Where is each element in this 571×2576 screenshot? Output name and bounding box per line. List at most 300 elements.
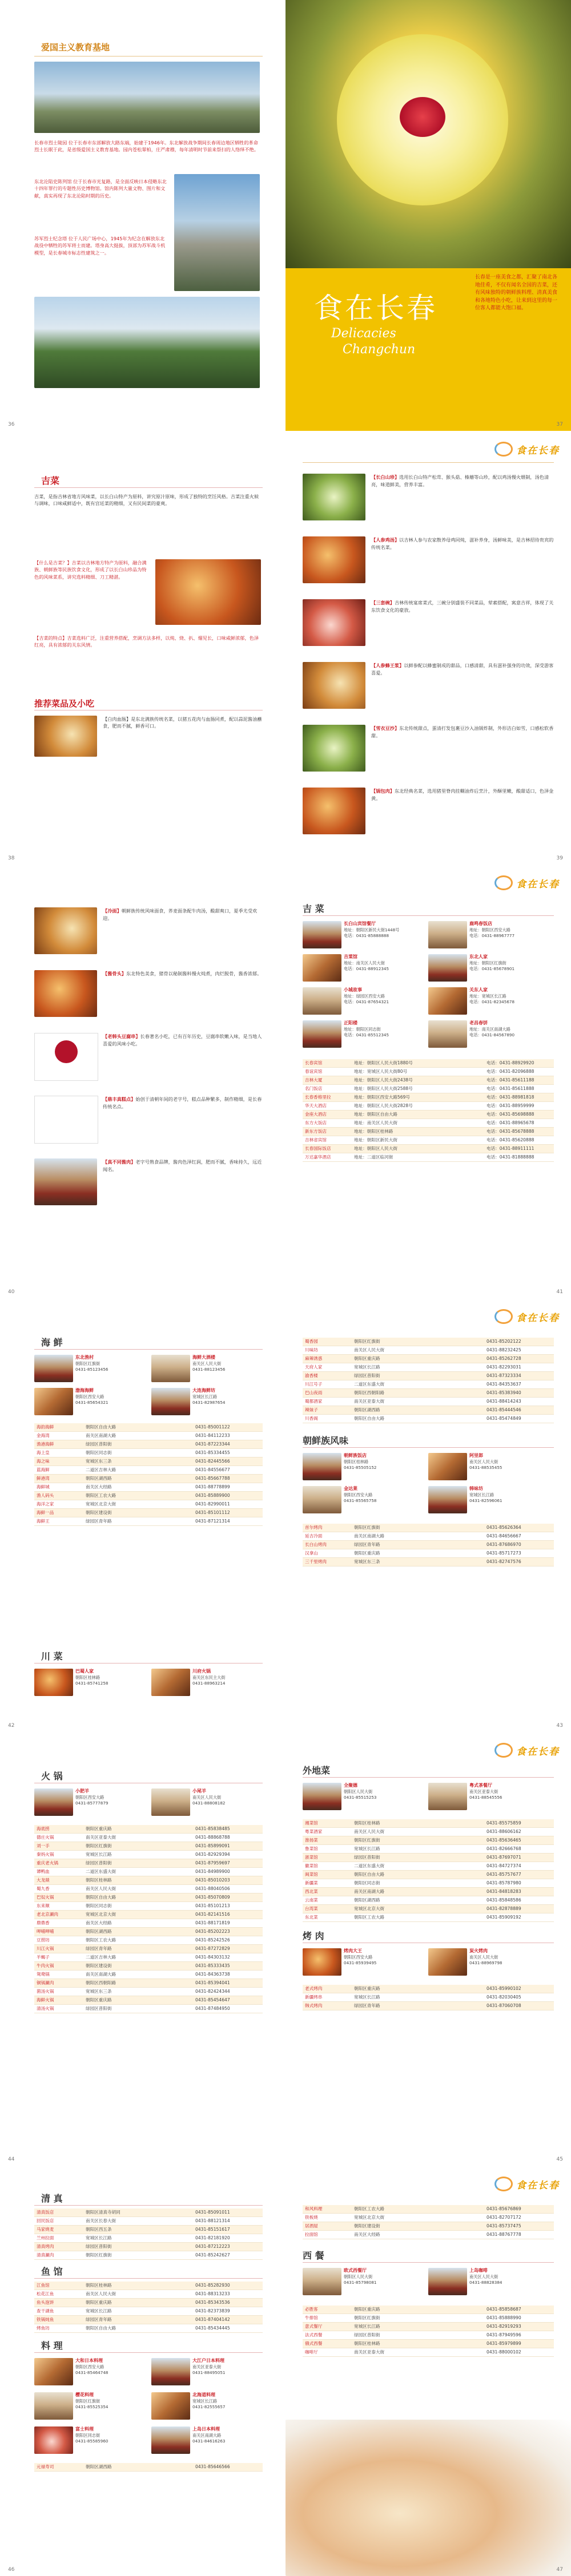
restaurant-card: 韩味坊 宽城区长江路 0431-82596061	[428, 1486, 542, 1516]
restaurant-name: 拉面馆	[305, 2232, 318, 2237]
restaurant-phone: 0431-88121314	[195, 2218, 230, 2223]
table-row	[34, 1851, 263, 1859]
restaurant-card: 上岛咖啡 南关区人民大街 0431-88828384	[428, 2268, 542, 2298]
restaurant-address: 朝阳区桂林路	[86, 2283, 112, 2288]
restaurant-phone: 电话：0431-88981818	[486, 1095, 534, 1100]
table-row	[303, 1888, 554, 1896]
restaurant-phone: 0431-85636465	[486, 1838, 521, 1843]
restaurant-phone: 0431-85909192	[486, 1915, 521, 1920]
restaurant-name: 秦妈火锅	[37, 1852, 54, 1857]
spread-5	[0, 1735, 571, 2166]
table-row	[303, 1372, 554, 1380]
restaurant-name: 川江火锅	[37, 1946, 54, 1951]
restaurant-list	[303, 2306, 554, 2357]
jicai-feature: 【吉菜的特点】吉菜选料广泛，注重营养搭配，烹调方法多样，以炖、烧、扒、熘见长，口味咸鲜浓郁，色泽红亮，具有浓郁的关东风情。	[34, 635, 259, 648]
table-row	[303, 1524, 554, 1532]
restaurant-card: 正阳楼 地址：朝阳区同志街 电话：0431-85512345	[303, 1020, 417, 1050]
restaurant-card: 海鲜大酒楼 南关区人民大街 0431-88123456	[151, 1355, 260, 1384]
food-item: 【冷面】朝鲜族传统风味面食，荞麦面条配牛肉汤，酸甜爽口，夏季尤受欢迎。	[34, 907, 263, 964]
restaurant-phone: 0431-88606162	[486, 1829, 521, 1834]
restaurant-phone: 0431-88232425	[486, 1347, 521, 1352]
restaurant-address: 朝阳区重庆路	[86, 2300, 112, 2305]
restaurant-phone: 0431-87223344	[195, 1442, 230, 1447]
restaurant-phone: 0431-82141516	[195, 1912, 230, 1917]
restaurant-phone: 0431-85787980	[486, 1880, 521, 1885]
restaurant-name: 海上皇	[37, 1450, 50, 1455]
table-row	[34, 2307, 263, 2316]
restaurant-phone: 0431-85626364	[486, 1525, 521, 1530]
restaurant-phone: 0431-82990011	[195, 1501, 230, 1507]
table-row	[303, 1389, 554, 1398]
garnish	[400, 97, 445, 137]
table-row	[303, 1406, 554, 1415]
restaurant-card: 欧式西餐厅 朝阳区人民大街 0431-85798081	[303, 2268, 417, 2298]
restaurant-name: 新疆菜	[305, 1880, 318, 1885]
restaurant-name: 三千里烤肉	[305, 1559, 327, 1564]
restaurant-phone: 电话：0431-85611888	[486, 1086, 534, 1091]
table-row	[303, 1085, 554, 1093]
restaurant-name: 清真烤肉	[37, 2244, 54, 2249]
restaurant-address: 朝阳区同志街	[354, 1880, 380, 1885]
snack-text: 【白肉血肠】是东北满族传统名菜，以猪五花肉与血肠同煮，配以蒜泥酱油蘸食，肥而不腻，鲜香可口。	[103, 716, 262, 729]
restaurant-name: 大龙燚	[37, 1878, 50, 1883]
restaurant-address: 朝阳区工农大路	[354, 2206, 385, 2211]
restaurant-address: 南关区大经路	[86, 1484, 112, 1489]
restaurant-card: 全聚德 朝阳区人民大街 0431-85515253	[303, 1783, 417, 1812]
restaurant-card: 渤海海鲜 朝阳区西安大路 0431-85654321	[34, 1388, 143, 1418]
restaurant-name: 蜀香园	[305, 1339, 318, 1344]
section-title-western: 西 餐	[303, 2250, 324, 2261]
restaurant-name: 闽菜馆	[305, 1872, 318, 1877]
table-row	[34, 1936, 263, 1945]
restaurant-phone: 0431-85101112	[195, 1510, 230, 1515]
restaurant-name: 鼎鼎香	[37, 1920, 50, 1925]
page-47	[286, 2169, 571, 2576]
table-row	[34, 1962, 263, 1971]
table-row	[34, 1440, 263, 1449]
restaurant-phone: 0431-85889900	[195, 1493, 230, 1498]
restaurant-address: 地址：宽城区人民大街80号	[354, 1069, 408, 1074]
restaurant-address: 绿园区普阳街	[354, 2332, 380, 2337]
restaurant-address: 绿园区普阳街	[86, 2244, 112, 2249]
restaurant-phone: 电话：0431-81888888	[486, 1154, 534, 1160]
restaurant-phone: 0431-82707172	[486, 2215, 521, 2220]
restaurant-phone: 0431-85333435	[195, 1963, 230, 1968]
restaurant-phone: 电话：0431-88911111	[486, 1146, 534, 1151]
restaurant-address: 南关区南湖大路	[86, 1433, 116, 1438]
page-number: 42	[8, 1723, 15, 1729]
restaurant-name: 海鲜城	[37, 1484, 50, 1489]
restaurant-phone: 0431-85001122	[195, 1424, 230, 1430]
page-number: 40	[8, 1289, 15, 1295]
cover-subtitle-1: Delicacies	[331, 326, 396, 341]
restaurant-phone: 0431-85262728	[486, 1356, 521, 1361]
table-row	[34, 1483, 263, 1492]
logo: 食在长春	[494, 2177, 560, 2191]
restaurant-name: 徽菜馆	[305, 1863, 318, 1868]
restaurant-phone: 电话：0431-82096888	[486, 1069, 534, 1074]
page-number: 36	[8, 422, 15, 427]
table-row	[34, 1859, 263, 1868]
restaurant-name: 新东方饭店	[305, 1129, 327, 1134]
table-row	[303, 1076, 554, 1085]
restaurant-address: 南关区亚泰大街	[86, 1835, 116, 1840]
table-row	[303, 1558, 554, 1566]
restaurant-name: 东方大饭店	[305, 1120, 327, 1125]
restaurant-name: 渔港海鲜	[37, 1442, 54, 1447]
restaurant-phone: 电话：0431-88965678	[486, 1120, 534, 1125]
table-row	[303, 1119, 554, 1128]
restaurant-address: 朝阳区红旗街	[86, 2252, 112, 2258]
restaurant-card: 巴蜀人家 朝阳区桂林路 0431-85741258	[34, 1669, 143, 1698]
table-row	[34, 1893, 263, 1902]
restaurant-phone: 0431-85899091	[195, 1843, 230, 1848]
page-37-cover	[286, 0, 571, 431]
restaurant-address: 朝阳区自由大路	[354, 1872, 385, 1877]
dish-title: 【三套碗】	[371, 600, 395, 605]
restaurant-list	[34, 2208, 263, 2260]
food-item: 【老韩头豆腐串】长春著名小吃，已有百年历史，豆腐串软嫩入味，是当地人喜爱的风味小吃。	[34, 1033, 263, 1090]
restaurant-name: 清真涮肉	[37, 2252, 54, 2258]
table-row	[34, 2324, 263, 2333]
restaurant-name: 江鱼馆	[37, 2283, 50, 2288]
restaurant-list	[303, 2205, 554, 2239]
logo	[494, 442, 560, 457]
restaurant-address: 宽城区东三条	[86, 1989, 112, 1994]
table-row	[34, 2226, 263, 2234]
restaurant-address: 朝阳区自由大路	[86, 2325, 116, 2331]
restaurant-address: 地址：朝阳区西安大路569号	[354, 1095, 411, 1100]
section-title-sichuan: 川 菜	[41, 1651, 63, 1662]
dish-desc: 吉林传统宴席菜式，三碗分别盛装不同菜品，荤素搭配，寓意吉祥，体现了关东饮食文化的豪放。	[371, 600, 554, 613]
restaurant-address: 朝阳区湖西路	[86, 2464, 112, 2469]
table-row	[303, 2205, 554, 2214]
restaurant-card: 东北渔村 朝阳区红旗街 0431-85123456	[34, 1355, 143, 1384]
restaurant-card: 小肥羊 朝阳区西安大路 0431-85777879	[34, 1788, 143, 1818]
restaurant-phone: 0431-85474849	[486, 1416, 521, 1421]
restaurant-phone: 0431-85242627	[195, 2252, 230, 2258]
restaurant-name: 华天大酒店	[305, 1103, 327, 1108]
table-row	[34, 1834, 263, 1842]
restaurant-name: 韩式烤肉	[305, 2003, 323, 2008]
restaurant-address: 朝阳区西朝阳路	[86, 1980, 116, 1985]
restaurant-phone: 电话：0431-85611188	[486, 1077, 534, 1083]
restaurant-address: 朝阳区建设街	[354, 2223, 380, 2228]
section-title: 吉 菜	[303, 903, 324, 914]
dish-desc: 以吉林人参与农家散养母鸡同炖，滋补养身，汤鲜味美，是吉林招待贵宾的传统名菜。	[371, 537, 554, 550]
restaurant-phone: 0431-88778899	[195, 1484, 230, 1489]
restaurant-address: 绿园区青年路	[86, 2317, 112, 2322]
park-photo	[34, 297, 260, 388]
restaurant-card: 富士料理 朝阳区同志街 0431-85585960	[34, 2426, 143, 2456]
restaurant-address: 宽城区长江路	[86, 2308, 112, 2313]
restaurant-name: 鲁菜馆	[305, 1846, 318, 1851]
dish-desc: 东北经典名菜，选用猪里脊肉挂糊油炸后烹汁，外酥里嫩，酸甜适口，色泽金黄。	[371, 788, 554, 801]
restaurant-name: 法式西餐	[305, 2332, 323, 2337]
restaurant-address: 绿园区普阳街	[86, 2006, 112, 2011]
page-number: 41	[556, 1289, 563, 1295]
restaurant-phone: 0431-87323334	[486, 1373, 521, 1378]
restaurant-name: 元禄寿司	[37, 2464, 54, 2469]
restaurant-phone: 0431-85838485	[195, 1826, 230, 1831]
table-row	[34, 1517, 263, 1526]
table-row	[303, 2323, 554, 2331]
restaurant-address: 朝阳区重庆路	[86, 1826, 112, 1831]
restaurant-address: 朝阳区重庆路	[354, 1356, 380, 1361]
table-row	[303, 1346, 554, 1355]
restaurant-name: 马家烧麦	[37, 2227, 54, 2232]
table-row	[303, 1136, 554, 1145]
restaurant-name: 新疆烤串	[305, 1994, 323, 2000]
restaurant-phone: 0431-84656667	[486, 1533, 521, 1539]
table-row	[303, 1380, 554, 1389]
restaurant-name: 咖啡厅	[305, 2349, 318, 2355]
restaurant-name: 清汤火锅	[37, 2006, 54, 2011]
table-row	[34, 1979, 263, 1988]
table-row	[34, 1457, 263, 1466]
restaurant-name: 春谊宾馆	[305, 1069, 323, 1074]
restaurant-phone: 电话：0431-88929920	[486, 1060, 534, 1065]
restaurant-name: 清真饭店	[37, 2210, 54, 2215]
table-row	[34, 2005, 263, 2013]
table-row	[34, 1988, 263, 1996]
restaurant-name: 长春香格里拉	[305, 1095, 331, 1100]
restaurant-name: 巴山夜雨	[305, 1390, 323, 1395]
restaurant-name: 鱼头泡饼	[37, 2300, 54, 2305]
restaurant-name: 蓝海鲜	[37, 1467, 50, 1472]
table-row	[303, 1398, 554, 1406]
restaurant-name: 海洋之家	[37, 1501, 54, 1507]
spread-1	[0, 0, 571, 431]
restaurant-address: 朝阳区重庆路	[354, 1551, 380, 1556]
restaurant-name: 云南菜	[305, 1897, 318, 1903]
restaurant-card: 金达莱 朝阳区西安大路 0431-85565758	[303, 1486, 417, 1516]
restaurant-name: 金座大酒店	[305, 1112, 327, 1117]
restaurant-phone: 0431-82878889	[486, 1906, 521, 1911]
tower-text: 苏军烈士纪念塔 位于人民广场中心，1945年为纪念在解放东北战役中牺牲的苏军将士而建。塔身高大挺拔，顶部为苏军战斗机模型，是长春城市标志性建筑之一。	[34, 236, 166, 256]
restaurant-address: 朝阳区红旗街	[354, 1525, 380, 1530]
restaurant-phone: 0431-85434445	[195, 2325, 230, 2331]
restaurant-name: 海之味	[37, 1459, 50, 1464]
monument-photo	[174, 174, 260, 291]
table-row	[303, 2314, 554, 2323]
restaurant-name: 鲜港湾	[37, 1476, 50, 1481]
restaurant-address: 朝阳区工农大路	[86, 1937, 116, 1943]
dish-title: 【长白山珍】	[371, 474, 400, 480]
restaurant-phone: 0431-85646566	[195, 2464, 230, 2469]
table-row	[34, 2208, 263, 2217]
spread-6	[0, 2169, 571, 2576]
restaurant-name: 鸳鸯锅	[37, 1972, 50, 1977]
section-title-snacks: 推荐菜品及小吃	[34, 698, 95, 709]
restaurant-address: 宽城区长江路	[86, 1852, 112, 1857]
table-row	[34, 1868, 263, 1876]
restaurant-name: 呷哺呷哺	[37, 1929, 54, 1934]
page-44	[0, 1735, 286, 2166]
page-number: 39	[556, 855, 563, 861]
restaurant-name: 辣妹子	[305, 1407, 318, 1412]
table-row	[303, 1993, 554, 2002]
table-row	[34, 1509, 263, 1517]
table-row	[303, 2331, 554, 2340]
food-item: 【真不同酱肉】老字号熟食品牌，酱肉色泽红润，肥而不腻，香味持久，远近闻名。	[34, 1158, 263, 1216]
page-number: 43	[556, 1723, 563, 1729]
restaurant-phone: 0431-85202122	[486, 1339, 521, 1344]
table-row	[303, 1541, 554, 1549]
restaurant-phone: 0431-85990102	[486, 1986, 521, 1991]
restaurant-name: 重庆老火锅	[37, 1860, 58, 1866]
page-number: 38	[8, 855, 15, 861]
restaurant-card: 阿里郎 南关区人民大街 0431-88535455	[428, 1453, 542, 1483]
restaurant-address: 朝阳区西五条	[86, 2227, 112, 2232]
restaurant-phone: 0431-82030405	[486, 1994, 521, 2000]
restaurant-list	[34, 2463, 263, 2472]
page-38	[0, 434, 286, 865]
table-row	[34, 1423, 263, 1432]
table-row	[34, 1466, 263, 1475]
restaurant-name: 长春宾馆	[305, 1060, 323, 1065]
food-item: 【酱骨头】东北特色美食，猪骨以秘制酱料慢火炖煮，肉烂脱骨，酱香浓郁。	[34, 970, 263, 1027]
restaurant-address: 地址：朝阳区人民大街2438号	[354, 1077, 413, 1083]
dish-desc: 选用长白山特产松茸、猴头菇、榛蘑等山珍，配以鸡汤慢火煨制，汤色清亮，味道鲜美，营养丰富。	[371, 474, 549, 487]
restaurant-card: 樱花料理 朝阳区红旗街 0431-85525354	[34, 2392, 143, 2422]
page-46	[0, 2169, 286, 2576]
restaurant-phone: 0431-85979899	[486, 2341, 521, 2346]
restaurant-phone: 0431-84112233	[195, 1433, 230, 1438]
restaurant-address: 绿园区普阳街	[354, 1855, 380, 1860]
restaurant-phone: 0431-85151617	[195, 2227, 230, 2232]
restaurant-phone: 0431-85242526	[195, 1937, 230, 1943]
restaurant-name: 东来顺	[37, 1903, 50, 1908]
restaurant-phone: 电话：0431-85698888	[486, 1112, 534, 1117]
restaurant-phone: 0431-82929394	[195, 1852, 230, 1857]
restaurant-address: 地址：南关区人民大街	[354, 1120, 397, 1125]
table-row	[34, 1902, 263, 1911]
table-row	[34, 2316, 263, 2324]
restaurant-address: 宽城区北京大街	[86, 1501, 116, 1507]
table-row	[34, 2243, 263, 2251]
restaurant-address: 南关区亚泰大街	[354, 1399, 385, 1404]
restaurant-card: 大和日本料理 朝阳区西安大路 0431-85464748	[34, 2358, 143, 2388]
restaurant-address: 地址：朝阳区人民大街	[354, 1146, 397, 1151]
table-row	[34, 1885, 263, 1893]
table-row	[34, 1911, 263, 1919]
dish-desc: 以鲜参配以蜂蜜制成的甜品，口感清甜，具有滋补强身的功效，深受游客喜爱。	[371, 663, 554, 676]
restaurant-phone: 0431-85575859	[486, 1820, 521, 1826]
restaurant-phone: 0431-85676869	[486, 2206, 521, 2211]
restaurant-address: 朝阳区红旗街	[354, 1838, 380, 1843]
restaurant-phone: 0431-85202223	[195, 1929, 230, 1934]
restaurant-address: 朝阳区红旗街	[354, 1339, 380, 1344]
restaurant-name: 谭鸭血	[37, 1869, 50, 1874]
table-row	[303, 1819, 554, 1828]
restaurant-address: 朝阳区工农大路	[86, 1493, 116, 1498]
restaurant-name: 海鲜王	[37, 1519, 50, 1524]
restaurant-phone: 0431-85091011	[195, 2210, 230, 2215]
restaurant-address: 南关区亚泰大街	[354, 2349, 385, 2355]
restaurant-name: 老式烤肉	[305, 1986, 323, 1991]
restaurant-name: 松花江鱼	[37, 2291, 54, 2296]
restaurant-phone: 0431-85667788	[195, 1476, 230, 1481]
restaurant-name: 意式餐厅	[305, 2324, 323, 2329]
page-number: 37	[556, 422, 563, 427]
table-row	[303, 1068, 554, 1076]
restaurant-phone: 0431-85858687	[486, 2307, 521, 2312]
section-heading: 爱国主义教育基地	[41, 42, 110, 53]
restaurant-phone: 0431-84556677	[195, 1467, 230, 1472]
dish-desc: 东北传统甜点，蛋清打发包裹豆沙入油锅炸制，外形洁白如雪，口感松软香甜。	[371, 725, 554, 738]
restaurant-address: 宽城区东三条	[86, 1459, 112, 1464]
restaurant-name: 渔人码头	[37, 1493, 54, 1498]
table-row	[34, 1825, 263, 1834]
restaurant-address: 地址：朝阳区人民大街2828号	[354, 1103, 413, 1108]
restaurant-name: 海底捞	[37, 1826, 50, 1831]
table-row	[303, 1338, 554, 1346]
dish-item	[303, 474, 554, 531]
restaurant-address: 南关区人民大街	[354, 1347, 385, 1352]
table-row	[303, 1836, 554, 1845]
restaurant-name: 查干湖鱼	[37, 2308, 54, 2313]
restaurant-phone: 0431-87686970	[486, 1542, 521, 1547]
restaurant-phone: 0431-87212223	[195, 2244, 230, 2249]
restaurant-name: 天府人家	[305, 1364, 323, 1370]
restaurant-card: 长白山宾馆餐厅 地址：朝阳区新民大街1448号 电话：0431-85888888	[303, 921, 417, 951]
restaurant-name: 湘菜馆	[305, 1820, 318, 1826]
restaurant-name: 吉林省宾馆	[305, 1137, 327, 1142]
restaurant-name: 俄式西餐	[305, 2341, 323, 2346]
restaurant-name: 长春国际饭店	[305, 1146, 331, 1151]
table-row	[303, 1128, 554, 1136]
table-row	[303, 1153, 554, 1162]
restaurant-phone: 0431-87060708	[486, 2003, 521, 2008]
restaurant-phone: 0431-88313233	[195, 2291, 230, 2296]
restaurant-phone: 0431-82747576	[486, 1559, 521, 1564]
restaurant-phone: 0431-85101213	[195, 1903, 230, 1908]
restaurant-card: 川府火锅 南关区东民主大街 0431-88963214	[151, 1669, 260, 1698]
restaurant-name: 浙菜馆	[305, 1855, 318, 1860]
restaurant-address: 南关区人民大街	[86, 1886, 116, 1891]
table-row	[303, 1862, 554, 1871]
restaurant-name: 川香阁	[305, 1416, 318, 1421]
page-number: 44	[8, 2157, 15, 2162]
restaurant-name: 铁锅炖鱼	[37, 2317, 54, 2322]
restaurant-phone: 0431-88767778	[486, 2232, 521, 2237]
dish-item	[303, 725, 554, 782]
page-36	[0, 0, 286, 431]
restaurant-phone: 0431-85282930	[195, 2283, 230, 2288]
restaurant-address: 朝阳区自由大路	[86, 1895, 116, 1900]
restaurant-phone: 0431-84727374	[486, 1863, 521, 1868]
restaurant-address: 地址：朝阳区桂林路	[354, 1129, 393, 1134]
restaurant-address: 二道区吉林大路	[86, 1955, 116, 1960]
table-row	[303, 1415, 554, 1423]
table-row	[34, 1928, 263, 1936]
restaurant-phone: 0431-82445566	[195, 1459, 230, 1464]
restaurant-address: 朝阳区湖西路	[86, 1929, 112, 1934]
restaurant-address: 二道区东盛大街	[354, 1382, 385, 1387]
restaurant-card: 大江户日本料理 南关区亚泰大街 0431-88495051	[151, 2358, 260, 2388]
restaurant-address: 宽城区长江路	[354, 2324, 380, 2329]
dish-item	[303, 599, 554, 656]
restaurant-phone: 0431-85343536	[195, 2300, 230, 2305]
restaurant-address: 朝阳区建设街	[86, 1963, 112, 1968]
section-title-bbq: 烤 肉	[303, 1931, 324, 1941]
restaurant-name: 淮扬菜	[305, 1838, 318, 1843]
restaurant-name: 延吉冷面	[305, 1533, 323, 1539]
restaurant-name: 豆捞坊	[37, 1937, 50, 1943]
table-row	[303, 1102, 554, 1111]
restaurant-phone: 0431-85394041	[195, 1980, 230, 1985]
